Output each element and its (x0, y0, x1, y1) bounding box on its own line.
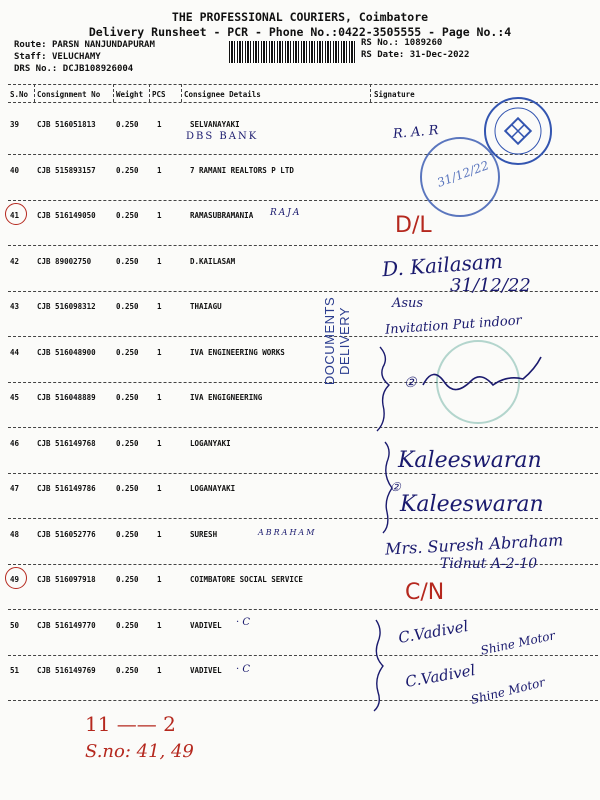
rs-date-label: RS Date: (361, 50, 405, 60)
row-weight: 0.250 (116, 211, 139, 220)
row-divider (8, 518, 598, 519)
row-consignment-no: CJB 516149050 (37, 211, 96, 220)
circle-mark-41 (5, 203, 27, 225)
col-divider (181, 84, 182, 102)
row-divider (8, 245, 598, 246)
row-consignee: SELVANAYAKI (190, 120, 240, 129)
signature-48-b: Tidnut A-2-10 (440, 556, 538, 572)
row-pcs: 1 (157, 302, 162, 311)
signature-50-b: Shine Motor (479, 628, 557, 658)
row-weight: 0.250 (116, 620, 139, 630)
signature-48-a: Mrs. Suresh Abraham (384, 530, 564, 559)
row-consignment-no: CJB 516048900 (37, 347, 96, 357)
row-weight: 0.250 (116, 120, 139, 129)
row-sno: 49 (10, 575, 20, 584)
drs-label: DRS No.: (14, 64, 58, 74)
row-consignment-no: CJB 516051813 (37, 120, 96, 129)
received-stamp (420, 137, 500, 217)
handwritten-raja: RAJA (270, 208, 302, 218)
row-sno: 43 (10, 302, 20, 311)
col-header-consignee: Consignee Details (184, 90, 261, 99)
header-rule-top (8, 84, 598, 85)
signature-44-scribble (375, 345, 545, 435)
seal-icon (486, 99, 550, 163)
row-sno: 45 (10, 393, 20, 402)
row-weight: 0.250 (116, 575, 139, 584)
rs-no-line (361, 38, 442, 48)
row-consignee: IVA ENGIGNEERING (190, 393, 263, 402)
row-pcs: 1 (157, 256, 162, 266)
row-pcs: 1 (157, 120, 162, 129)
row-sno: 42 (10, 256, 20, 266)
signature-49: C/N (405, 580, 445, 605)
row-weight: 0.250 (116, 666, 139, 675)
signature-47: Kaleeswaran (400, 492, 544, 517)
route-line (14, 40, 155, 50)
route-value: PARSN NANJUNDAPURAM (51, 40, 155, 50)
row-sno: 47 (10, 484, 20, 493)
row-weight: 0.250 (116, 484, 139, 493)
signature-43-a: Asus (392, 296, 424, 311)
row-consignee: VADIVEL (190, 620, 222, 630)
rs-no-label: RS No.: (361, 38, 399, 48)
col-header-signature: Signature (374, 90, 415, 99)
col-header-sno: S.No (10, 90, 29, 99)
row-consignment-no: CJB 516149768 (37, 438, 96, 448)
row-sno: 41 (10, 211, 20, 220)
row-consignment-no: CJB 515893157 (37, 165, 96, 175)
staff-value: VELUCHAMY (51, 52, 101, 62)
signature-51-b: Shine Motor (469, 675, 547, 707)
documents-delivery-text: DOCUMENTS DELIVERY (322, 296, 352, 386)
row-sno: 51 (10, 666, 20, 675)
runsheet-title: THE PROFESSIONAL COURIERS, Coimbatore (171, 10, 429, 24)
footer-note-count: 11 —— 2 (85, 712, 176, 736)
signature-50-a: C.Vadivel (396, 617, 470, 647)
row-consignee: IVA ENGINEERING WORKS (190, 347, 285, 357)
stamp-date: 31/12/22 (435, 158, 491, 190)
signature-44-mark: ② (404, 375, 417, 391)
route-label: Route: (14, 40, 47, 50)
row-consignee: LOGANAYAKI (190, 484, 236, 493)
row-sno: 48 (10, 529, 20, 539)
signature-51-a: C.Vadivel (403, 661, 477, 691)
row-consignment-no: CJB 516048889 (37, 393, 96, 402)
row-consignment-no: CJB 516149769 (37, 666, 96, 675)
brace-50-51 (370, 618, 390, 713)
row-consignment-no: CJB 516097918 (37, 575, 96, 584)
row-consignment-no: CJB 516098312 (37, 302, 96, 311)
col-divider (370, 84, 371, 102)
signature-47-mark: ② (390, 480, 401, 494)
row-divider (8, 655, 598, 656)
row-pcs: 1 (157, 438, 162, 448)
col-header-pcs: PCS (152, 90, 166, 99)
row-consignee: THAIAGU (190, 302, 222, 311)
row-weight: 0.250 (116, 393, 139, 402)
row-pcs: 1 (157, 575, 162, 584)
row-consignee: 7 RAMANI REALTORS P LTD (190, 165, 294, 175)
staff-label: Staff: (14, 52, 47, 62)
handwritten-c-50: · C (236, 617, 251, 628)
row-consignee: COIMBATORE SOCIAL SERVICE (190, 575, 303, 584)
row-consignment-no: CJB 516149786 (37, 484, 96, 493)
drs-line (14, 64, 133, 74)
rs-date-value: 31-Dec-2022 (409, 50, 470, 60)
row-pcs: 1 (157, 529, 162, 539)
staff-line (14, 52, 101, 62)
row-sno: 44 (10, 347, 20, 357)
row-consignment-no: CJB 516149770 (37, 620, 96, 630)
row-pcs: 1 (157, 393, 162, 402)
row-weight: 0.250 (116, 256, 139, 266)
row-pcs: 1 (157, 347, 162, 357)
documents-delivery-stamp (322, 260, 352, 410)
handwritten-abraham: ABRAHAM (258, 528, 317, 537)
signature-43-b: Invitation Put indoor (384, 313, 523, 338)
row-consignee: RAMASUBRAMANIA (190, 211, 254, 220)
signature-41: D/L (395, 213, 432, 238)
signature-46: Kaleeswaran (398, 448, 542, 473)
col-header-consignment: Consignment No (37, 90, 101, 99)
row-sno: 40 (10, 165, 20, 175)
signature-42-name: D. Kailasam (381, 248, 504, 282)
col-divider (149, 84, 150, 102)
row-weight: 0.250 (116, 438, 139, 448)
row-consignee: D.KAILASAM (190, 256, 236, 266)
row-pcs: 1 (157, 211, 162, 220)
handwritten-c-51: · C (236, 664, 251, 675)
row-sno: 39 (10, 120, 20, 129)
row-weight: 0.250 (116, 302, 139, 311)
row-weight: 0.250 (116, 347, 139, 357)
row-consignee: VADIVEL (190, 666, 222, 675)
row-pcs: 1 (157, 165, 162, 175)
footer-note-sno: S.no: 41, 49 (85, 741, 194, 762)
row-pcs: 1 (157, 666, 162, 675)
row-consignee: LOGANYAKI (190, 438, 231, 448)
row-consignee: SURESH (190, 529, 218, 539)
row-consignment-no: CJB 516052776 (37, 529, 96, 539)
row-pcs: 1 (157, 620, 162, 630)
row-pcs: 1 (157, 484, 162, 493)
col-divider (113, 84, 114, 102)
signature-42-date: 31/12/22 (450, 275, 531, 296)
row-divider (8, 200, 598, 201)
circle-mark-49 (5, 567, 27, 589)
col-header-weight: Weight (116, 90, 144, 99)
row-divider (8, 336, 598, 337)
row-divider (8, 609, 598, 610)
row-sno: 46 (10, 438, 20, 448)
row-consignment-no: CJB 89002750 (37, 256, 92, 266)
barcode (229, 41, 356, 63)
rs-no-value: 1089260 (404, 38, 443, 48)
drs-value: DCJB108926004 (62, 64, 134, 74)
row-weight: 0.250 (116, 165, 139, 175)
row-divider (8, 700, 598, 701)
runsheet-subtitle: Delivery Runsheet - PCR - Phone No.:0422-3505555 - Page No.:4 (88, 25, 512, 39)
rs-date-line (361, 50, 469, 60)
handwritten-dbs-bank: DBS BANK (186, 131, 259, 142)
signature-39: R. A. R (392, 123, 440, 142)
col-divider (34, 84, 35, 102)
row-sno: 50 (10, 620, 20, 630)
bank-seal-stamp (484, 97, 552, 165)
row-weight: 0.250 (116, 529, 139, 539)
